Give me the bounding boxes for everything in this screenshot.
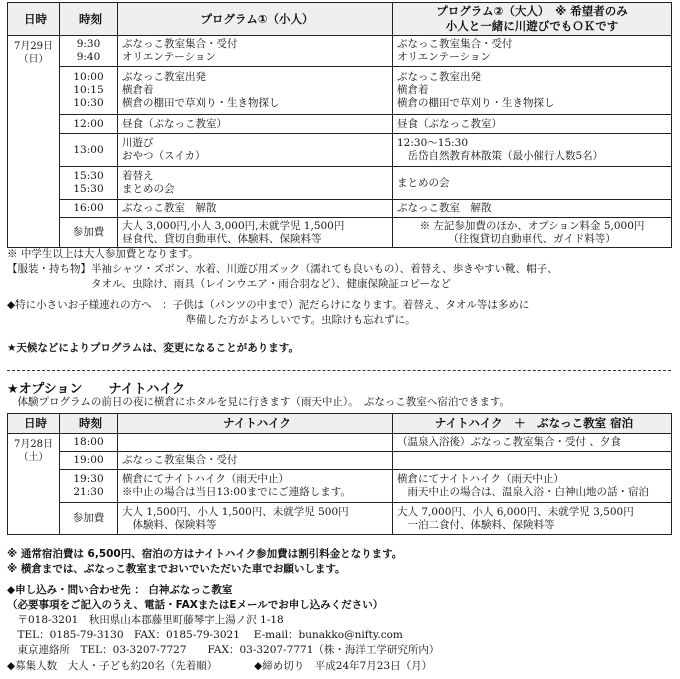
event-date: 7月29日 （日）: [8, 36, 60, 248]
table-row: [8, 115, 672, 134]
table-row: [8, 167, 672, 200]
row-program-2: ぶなっこ教室集合・受付 オリエンテーション: [393, 36, 672, 67]
row-night-hike-stay: [393, 452, 672, 470]
row-night-hike: [118, 434, 393, 452]
row-time: 9:30 9:40: [60, 36, 118, 67]
small-children-note-line1: ◆特に小さいお子様連れの方へ ：子供は（パンツの中まで）泥だらけになります。着替え、タオル等は多めに: [7, 299, 530, 311]
header-program-2: [393, 3, 672, 36]
header-time: 時刻: [60, 414, 118, 434]
row-program-2: 昼食（ぶなっこ教室）: [393, 115, 672, 134]
fee-label: 参加費: [60, 218, 118, 248]
option-title: ★オプション ナイトハイク: [7, 382, 186, 397]
night-hike-table: [7, 413, 672, 535]
table-row: [8, 470, 672, 503]
clothing-items-line1: 【服装・持ち物】半袖シャツ・ズボン、水着、川遊び用ズック（濡れても良いもの）、着替え、歩きやすい靴、帽子、: [7, 263, 558, 275]
option-description: 体験プログラムの前日の夜に横倉にホタルを見に行きます（雨天中止）。 ぶなっこ教室へ宿泊できます。: [7, 396, 511, 408]
row-time: 19:30 21:30: [60, 470, 118, 503]
note-adult-fee: ※ 中学生以上は大人参加費となります。: [7, 248, 199, 260]
row-time: 16:00: [60, 200, 118, 218]
row-time: 19:00: [60, 452, 118, 470]
car-note: ※ 横倉までは、ぶなっこ教室までおいでいただいた車でお願いします。: [7, 563, 346, 575]
contact-instructions: （必要事項をご記入のうえ、電話・FAXまたはEメールでお申し込みください）: [7, 599, 384, 611]
table-row: [8, 36, 672, 67]
header-program-2-line2: 小人と一緒に川遊びでもＯＫです: [445, 19, 619, 33]
row-program-1: 着替え まとめの会: [118, 167, 393, 200]
header-program-1: プログラム①（小人）: [118, 3, 393, 36]
row-night-hike-stay: （温泉入浴後）ぶなっこ教室集合・受付 、夕食: [393, 434, 672, 452]
row-night-hike: 横倉にてナイトハイク（雨天中止） ※中止の場合は当日13:00までにご連絡します。: [118, 470, 393, 503]
program-table: [7, 2, 672, 248]
clothing-items-line2: タオル、虫除け、雨具（レインウエア・雨合羽など）、健康保険証コピーなど: [7, 278, 452, 290]
row-program-1: ぶなっこ教室出発 横倉着 横倉の棚田で草刈り・生き物探し: [118, 67, 393, 115]
fee-row: [8, 503, 672, 535]
fee-row: [8, 218, 672, 248]
row-program-1: 昼食（ぶなっこ教室）: [118, 115, 393, 134]
row-program-1: 川遊び おやつ（スイカ）: [118, 134, 393, 167]
row-time: 15:30 15:30: [60, 167, 118, 200]
row-program-1: ぶなっこ教室集合・受付 オリエンテーション: [118, 36, 393, 67]
row-program-2: 12:30～15:30 岳岱自然教育林散策（最小催行人数5名）: [393, 134, 672, 167]
capacity-deadline: ◆募集人数 大人・子ども約20名（先着順） ◆締め切り 平成24年7月23日（月）: [7, 660, 433, 672]
fee-night-hike: 大人 1,500円、小人 1,500円、未就学児 500円 体験料、保険料等: [118, 503, 393, 535]
header-night-hike-stay: ナイトハイク ＋ ぶなっこ教室 宿泊: [393, 414, 672, 434]
contact-phone-email: TEL：0185-79-3130 FAX：0185-79-3021 E-mail：bunakko@nifty.com: [7, 629, 403, 641]
header-date: 日時: [8, 3, 60, 36]
contact-address: 〒018-3201 秋田県山本郡藤里町藤琴字上湯ノ沢 1-18: [7, 614, 284, 626]
header-program-2-line1: プログラム②（大人） ※ 希望者のみ: [436, 4, 628, 18]
row-time: 12:00: [60, 115, 118, 134]
table-row: [8, 452, 672, 470]
row-time: 10:00 10:15 10:30: [60, 67, 118, 115]
fee-label: 参加費: [60, 503, 118, 535]
table-row: [8, 200, 672, 218]
header-night-hike: ナイトハイク: [118, 414, 393, 434]
night-hike-table-header: [8, 414, 672, 434]
row-time: 18:00: [60, 434, 118, 452]
table-row: [8, 434, 672, 452]
row-night-hike: ぶなっこ教室集合・受付: [118, 452, 393, 470]
row-time: 13:00: [60, 134, 118, 167]
table-row: [8, 67, 672, 115]
header-time: 時刻: [60, 3, 118, 36]
program-table-header: [8, 3, 672, 36]
row-program-1: ぶなっこ教室 解散: [118, 200, 393, 218]
fee-program-1: 大人 3,000円,小人 3,000円,未就学児 1,500円 昼食代、貸切自動車代、体験料、保険料等: [118, 218, 393, 248]
fee-program-2: ※ 左記参加費のほか、オプション料金 5,000円 （往復貸切自動車代、ガイド料等）: [393, 218, 672, 248]
row-program-2: ぶなっこ教室 解散: [393, 200, 672, 218]
option-date: 7月28日 （土）: [8, 434, 60, 535]
header-date: 日時: [8, 414, 60, 434]
tokyo-office: 東京連絡所 TEL：03-3207-7727 FAX：03-3207-7771（株・海洋工学研究所内）: [7, 644, 440, 656]
lodging-fee-note: ※ 通常宿泊費は 6,500円、宿泊の方はナイトハイク参加費は割引料金となります。: [7, 548, 403, 560]
section-divider: [7, 370, 671, 371]
weather-notice: ★天候などによりプログラムは、変更になることがあります。: [7, 342, 299, 354]
row-program-2: ぶなっこ教室出発 横倉着 横倉の棚田で草刈り・生き物探し: [393, 67, 672, 115]
fee-night-hike-stay: 大人 7,000円、小人 6,000円、未就学児 3,500円 一泊二食付、体験料、保険料等: [393, 503, 672, 535]
row-program-2: まとめの会: [393, 167, 672, 200]
small-children-note-line2: 準備した方がよろしいです。虫除けも忘れずに。: [7, 314, 416, 326]
row-night-hike-stay: 横倉にてナイトハイク（雨天中止） 雨天中止の場合は、温泉入浴・白神山地の話・宿泊: [393, 470, 672, 503]
contact-heading: ◆申し込み・問い合わせ先 ： 白神ぶなっこ教室: [7, 584, 233, 596]
table-row: [8, 134, 672, 167]
